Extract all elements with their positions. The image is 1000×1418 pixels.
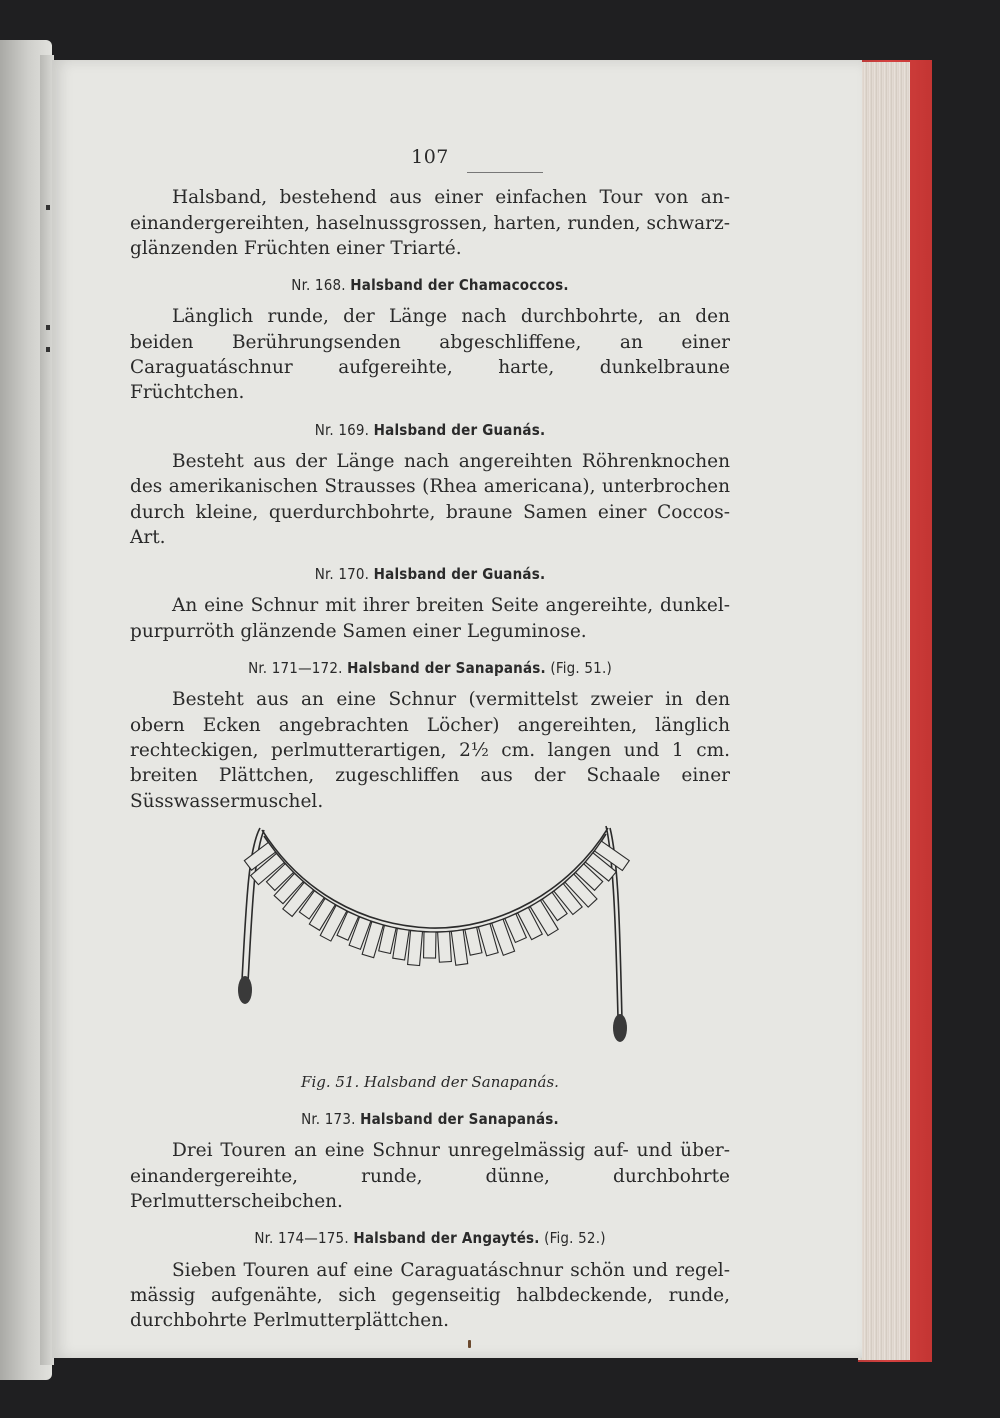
- entry-heading: [130, 418, 730, 443]
- entry-text: Drei Touren an eine Schnur unregelmässig auf- und übereinandergereihte, runde, dünne, durchbohrte Perlmutterscheibchen.: [130, 1140, 730, 1213]
- entry-title: Halsband der Guanás.: [373, 420, 546, 439]
- binding-mark: [46, 325, 50, 330]
- entry-title: Halsband der Guanás.: [373, 565, 546, 584]
- left-tassel: [238, 976, 252, 1004]
- mother-of-pearl-plate: [408, 930, 423, 965]
- entry-heading: [130, 1226, 730, 1251]
- entry-number: Nr. 169.: [314, 420, 370, 439]
- figure-reference: (Fig. 51.): [550, 659, 612, 678]
- page-number-rule: [467, 172, 543, 173]
- entry-heading: [130, 656, 730, 681]
- mother-of-pearl-plate: [438, 931, 452, 962]
- entry-heading: [130, 562, 730, 587]
- entry-number: Nr. 173.: [301, 1110, 356, 1129]
- mother-of-pearl-plate: [451, 930, 467, 965]
- entry-number: Nr. 170.: [314, 565, 370, 584]
- figure-caption: Fig. 51. Halsband der Sanapanás.: [301, 1072, 559, 1091]
- book-page: [52, 60, 862, 1358]
- entry-title: Halsband der Sanapanás.: [347, 659, 546, 678]
- entry-text: An eine Schnur mit ihrer breiten Seite angereihte, dunkelpurpurröth glänzende Samen einer Leguminose.: [130, 595, 730, 642]
- mother-of-pearl-plate: [424, 932, 436, 958]
- entry-heading: [130, 273, 730, 298]
- entry-title: Halsband der Chamacoccos.: [350, 276, 569, 295]
- binding-mark: [46, 205, 50, 210]
- page-content: [130, 145, 730, 1334]
- ink-spot: [468, 1340, 471, 1348]
- figure-reference: (Fig. 52.): [544, 1229, 606, 1248]
- entry-heading: [130, 1107, 730, 1132]
- binding-mark: [46, 347, 50, 352]
- necklace-drawing: [130, 820, 730, 1060]
- entry-text: Besteht aus der Länge nach angereihten Röhrenknochen des amerikanischen Strausses (Rhea americana), unterbrochen durch kleine, querdurchbohrte, braune Samen einer Coccos-Art.: [130, 450, 730, 548]
- right-tassel: [613, 1014, 627, 1042]
- entry-number: Nr. 168.: [291, 276, 346, 295]
- necklace-illustration: [130, 820, 730, 1060]
- entry-title: Halsband der Angaytés.: [353, 1229, 540, 1248]
- page-number: 107: [411, 146, 449, 168]
- entry-text: Sieben Touren auf eine Caraguatáschnur schön und regelmässig aufgenähte, sich gegenseitig halbdeckende, runde, durchbohrte Perlmutterplättchen.: [130, 1259, 730, 1332]
- entry-text: Besteht aus an eine Schnur (vermittelst zweier in den obern Ecken angebrachten Löcher) angereihten, länglich rechteckigen, perlmutterartigen, 2½ cm. langen und 1 cm. breiten Plättchen, zugeschliffen aus der Schaale einer Süsswassermuschel.: [130, 689, 730, 812]
- page-stack-edge: [858, 62, 910, 1360]
- intro-paragraph: Halsband, bestehend aus einer einfachen Tour von aneinandergereihten, haselnussgrossen, harten, runden, schwarzglänzenden Früchten einer Triarté.: [130, 187, 730, 259]
- entry-text: Länglich runde, der Länge nach durchbohrte, an den beiden Berührungsenden abgeschliffene, an einer Caraguatáschnur aufgereihte, harte, dunkelbraune Früchtchen.: [130, 306, 730, 404]
- entry-number: Nr. 171—172.: [248, 659, 343, 678]
- entry-title: Halsband der Sanapanás.: [360, 1110, 559, 1129]
- entry-number: Nr. 174—175.: [254, 1229, 349, 1248]
